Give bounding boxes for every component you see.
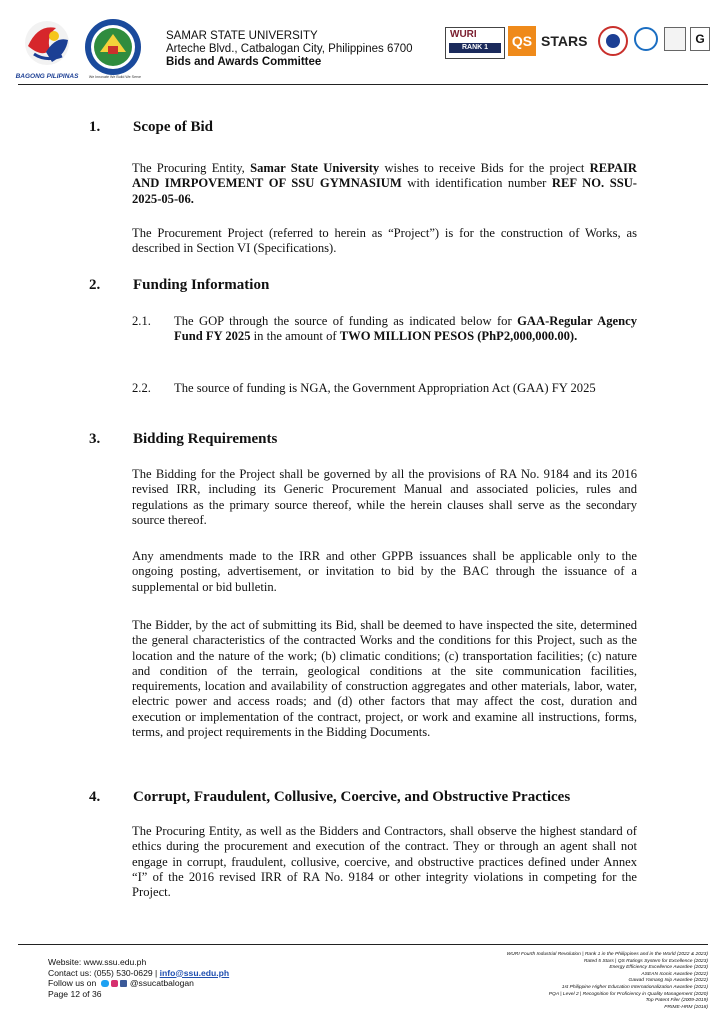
footer-page-number: Page 12 of 36	[48, 988, 102, 999]
wurl-rank-badge	[445, 27, 505, 59]
section-3-paragraph-2: Any amendments made to the IRR and other GPPB issuances shall be applicable only to the ongoing posting, advertisement, or invitation to bid by the BAC through the issuance of a supplemental or bid bulletin.	[132, 549, 637, 594]
office-name: Bids and Awards Committee	[166, 56, 322, 68]
award-item: Gawad Yamang Isip Awardee (2022)	[628, 978, 708, 984]
iso-cert-icon	[634, 27, 658, 51]
award-item: Rated 5 Stars | QS Ratings System for Excellence (2023)	[583, 958, 708, 964]
section-1-paragraph-1: The Procuring Entity, Samar State University wishes to receive Bids for the project REPAIR AND IMRPOVEMENT OF SSU GYMNASIUM with identification number REF NO. SSU-2025-05-06.	[132, 161, 637, 206]
footer-social-line: Follow us on @ssucatbalogan	[48, 978, 194, 988]
footer-website[interactable]: Website: www.ssu.edu.ph	[48, 957, 147, 967]
award-item: WURI Fourth Industrial Revolution | Rank 1 in the Philippines and in the World (2022 & 2023)	[506, 952, 708, 957]
wurl-text: WURI	[450, 29, 477, 40]
item-2-2-number: 2.2.	[132, 381, 151, 395]
ssu-seal-caption: We Innovate We Build We Serve	[88, 75, 142, 79]
stars-text: STARS	[541, 33, 588, 49]
item-2-2-text: The source of funding is NGA, the Government Appropriation Act (GAA) FY 2025	[174, 381, 596, 395]
footer-email-link[interactable]: info@ssu.edu.ph	[159, 967, 230, 978]
section-2-title: Funding Information	[133, 277, 270, 293]
footer-contact-line: Contact us: (055) 530-0629 | info@ssu.edu.ph	[48, 967, 230, 978]
award-item: Energy Efficiency Excellence Awardee (2023)	[609, 965, 708, 971]
section-3-title: Bidding Requirements	[133, 431, 278, 447]
section-3-paragraph-1: The Bidding for the Project shall be governed by all the provisions of RA No. 9184 and its 2016 revised IRR, including its Generic Procurement Manual and associated policies, rules and regulations as the primary source thereof, while the herein clauses shall serve as the secondary source thereof.	[132, 467, 637, 527]
footer-rule	[18, 944, 708, 945]
university-name: SAMAR STATE UNIVERSITY	[166, 30, 318, 42]
award-item: PQA | Level 2 | Recognition for Proficiency in Quality Management (2020)	[548, 991, 708, 997]
rank-text: RANK 1	[449, 43, 501, 53]
section-4-title: Corrupt, Fraudulent, Collusive, Coercive, and Obstructive Practices	[133, 789, 571, 805]
footer-social-handle[interactable]: @ssucatbalogan	[129, 978, 194, 988]
instagram-icon[interactable]	[111, 980, 118, 987]
section-1-paragraph-2: The Procurement Project (referred to herein as “Project”) is for the construction of Works, as described in Section VI (Specifications).	[132, 226, 637, 256]
award-item: ASEAN Iconic Awardee (2022)	[641, 971, 708, 977]
award-item: Top Patent Filer (2009-2019)	[645, 998, 708, 1004]
qs-mark: QS	[508, 26, 536, 56]
footer-contact	[48, 957, 308, 999]
bagong-pilipinas-logo	[16, 18, 78, 76]
university-address: Arteche Blvd., Catbalogan City, Philippines 6700	[166, 43, 413, 55]
award-item: PRIME-HRM (2018)	[664, 1004, 708, 1010]
section-3-paragraph-3: The Bidder, by the act of submitting its Bid, shall be deemed to have inspected the site, determined the general characteristics of the contracted Works and the conditions for this Project, such as the location and the nature of the work; (b) climatic conditions; (c) transportation facilities; (c) nature and condition of the terrain, geological conditions at the site communication facilities, requirements, location and availability of construction aggregates and other materials, labor, water, electric power and access roads; and (d) other factors that may affect the cost, duration and execution or implementation of the contract, project, or work and examine all instructions, forms, terms, and project requirements in the Bidding Documents.	[132, 618, 637, 740]
item-2-1-number: 2.1.	[132, 314, 151, 328]
cert-badge-icon	[664, 27, 686, 51]
section-4-number: 4.	[89, 789, 101, 805]
twitter-icon[interactable]	[101, 980, 109, 987]
section-3-number: 3.	[89, 431, 101, 447]
header-rule	[18, 84, 708, 85]
footer-awards-list	[410, 952, 708, 1011]
section-1-title: Scope of Bid	[133, 119, 214, 135]
bagong-pilipinas-caption: BAGONG PILIPINAS	[15, 73, 79, 80]
section-1-number: 1.	[89, 119, 101, 135]
ssu-seal-logo	[84, 18, 142, 76]
qs-stars-logo	[508, 26, 592, 58]
facebook-icon[interactable]	[120, 980, 127, 987]
award-item: 1st Philippine Higher Education Internationalization Awardee (2021)	[561, 984, 708, 990]
cert-g-icon: G	[690, 27, 710, 51]
section-4-paragraph-1: The Procuring Entity, as well as the Bidders and Contractors, shall observe the highest standard of ethics during the procurement and execution of the contract. They or through an agent shall not engage in corrupt, fraudulent, collusive, coercive, and obstructive practices defined under Annex “I” of the 2016 revised IRR of RA No. 9184 or other integrity violations in competing for the Project.	[132, 824, 637, 900]
award-seal-icon	[598, 26, 628, 56]
section-2-number: 2.	[89, 277, 101, 293]
item-2-1-text: The GOP through the source of funding as indicated below for GAA-Regular Agency Fund FY 2025 in the amount of TWO MILLION PESOS (PhP2,000,000.00).	[174, 314, 637, 344]
